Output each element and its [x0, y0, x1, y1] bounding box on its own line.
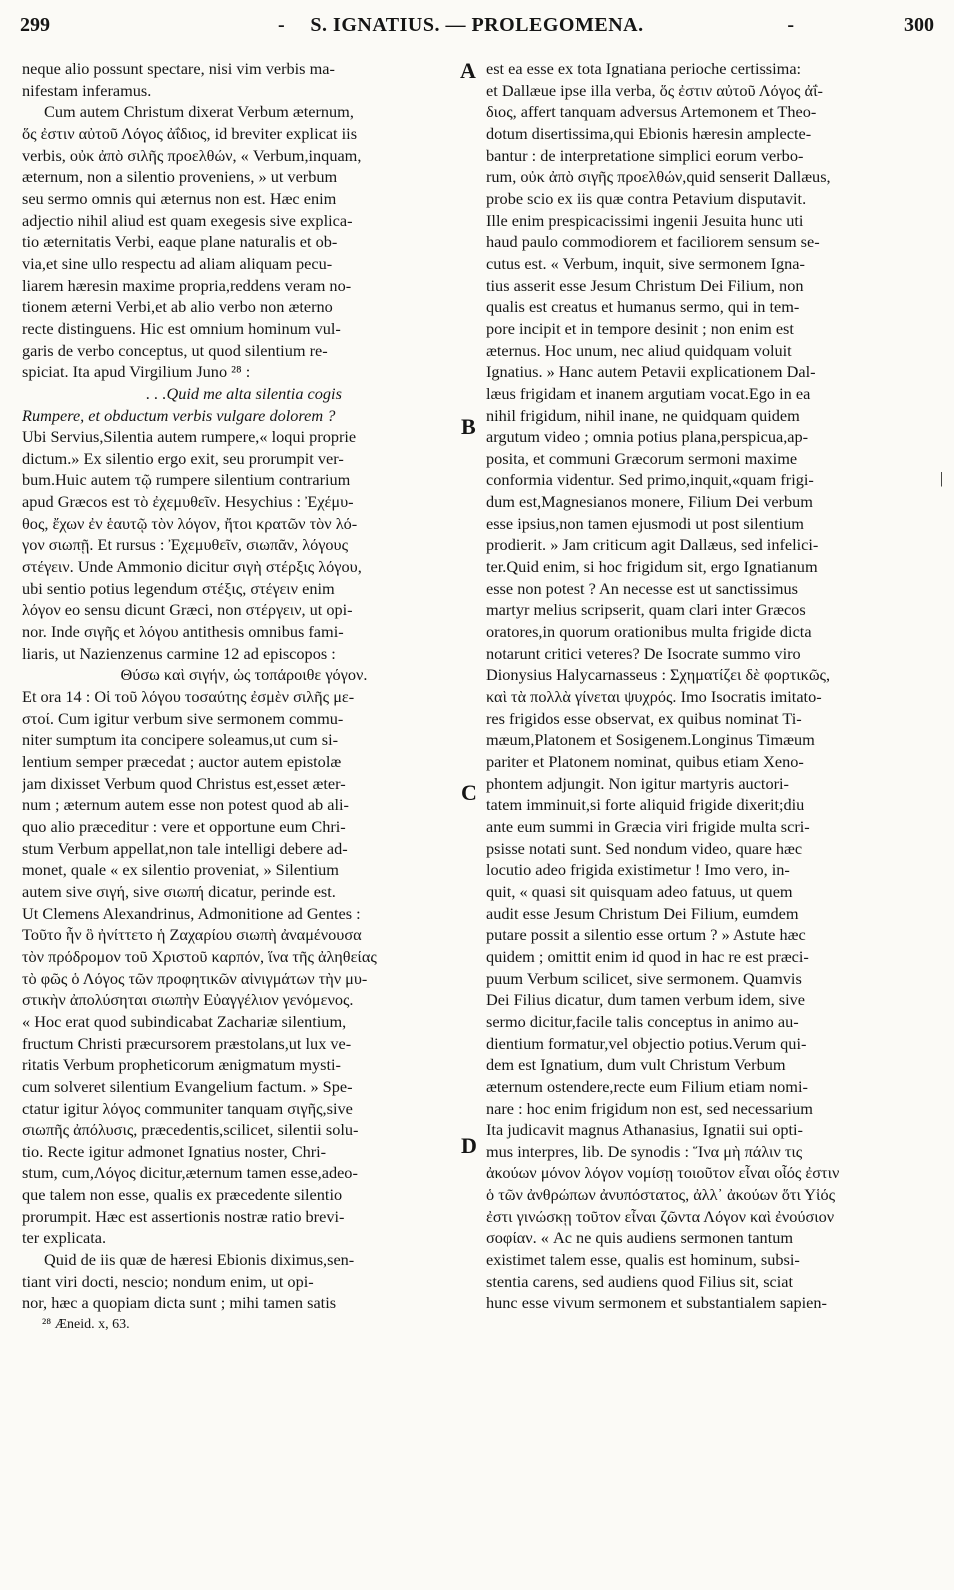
text-line: Et ora 14 : Οἱ τοῦ λόγου τοσαύτης ἐσμὲν σιλῆς με- [22, 687, 355, 707]
text-line: tionem æterni Verbi,et ab alio verbo non æterno [22, 297, 333, 317]
text-line: nifestam inferamus. [22, 80, 152, 100]
text-line: Ignatius. » Hanc autem Petavii explicationem Dal- [486, 362, 816, 382]
text-line: conformia videntur. Sed primo,inquit,«quam frigi- [486, 470, 814, 490]
text-line: posita, et communi Græcorum sermoni maxime [486, 448, 798, 468]
header-dash-left: - [278, 14, 285, 36]
text-line: putare possit a silentio esse ortum ? » Astute hæc [486, 925, 806, 945]
text-line: « Hoc erat quod subindicabat Zachariæ silentium, [22, 1011, 347, 1031]
text-line: bantur : de interpretatione simplici eorum verbo- [486, 145, 804, 165]
text-line: Rumpere, et obductum verbis vulgare dolorem ? [22, 405, 336, 425]
text-line: esse ipsius,non tamen ejusmodi ut post silentium [486, 513, 804, 533]
text-line: seu sermo omnis qui æternus non est. Hæc enim [22, 188, 337, 208]
text-line: existimet talem esse, qualis est hominum, subsi- [486, 1250, 800, 1270]
text-line: dotum disertissima,qui Ebionis hæresin amplecte- [486, 123, 812, 143]
text-line: ὁ τῶν ἀνθρώπων ἀνυπόστατος, ἀλλ᾽ ἀκούων ὅτι Υἱός [486, 1185, 836, 1205]
text-line: argutum video ; omnia potius plana,perspicua,ap- [486, 427, 809, 447]
text-line: Quid de iis quæ de hæresi Ebionis diximus,sen- [44, 1250, 355, 1270]
text-line: æternum, non a silentio proveniens, » ut verbum [22, 167, 338, 187]
text-line: stum, cum,Λόγος dicitur,æternum tamen esse,adeo- [22, 1163, 358, 1183]
text-line: spiciat. Ita apud Virgilium Juno ²⁸ : [22, 362, 251, 382]
text-line: Τοῦτο ἦν ὃ ἠνίττετο ἡ Ζαχαρίου σιωπὴ ἀναμένουσα [22, 925, 362, 945]
text-line: esse non potest ? An necesse est ut sanctissimus [486, 578, 799, 598]
text-line: nare : hoc enim frigidum non est, sed necessarium [486, 1098, 813, 1118]
text-line: pore incipit et in tempore desinit ; non enim est [486, 318, 794, 338]
text-line: quit, « quasi sit quisquam adeo fatuus, ut quem [486, 881, 793, 901]
text-line: et Dallæue ipse illa verba, ὅς ἐστιν αὐτοῦ Λόγος ἀΐ- [486, 80, 823, 100]
text-line: ctatur igitur λόγος communiter tanquam σιγῆς,sive [22, 1098, 353, 1118]
text-line: ter.Quid enim, si hoc frigidum sit, ergo Ignatianum [486, 557, 818, 577]
margin-letter-a: A [460, 58, 476, 83]
text-line: notarunt critici veteres? De Isocrate summo viro [486, 643, 801, 663]
text-line: Ille enim prespicacissimi ingenii Jesuita hunc uti [486, 210, 804, 230]
text-line: stum Verbum appellat,non tale intelligi debere ad- [22, 838, 348, 858]
text-line: σιωπῆς ἀπόλυσις, præcedentis,scilicet, silentii solu- [22, 1120, 359, 1140]
text-line: nor, hæc a quopiam dicta sunt ; mihi tamen satis [22, 1293, 337, 1313]
text-line: sermo dicitur,facile talis conceptus in animo au- [486, 1011, 799, 1031]
text-line: dem est Ignatium, dum vult Christum Verbum [486, 1055, 786, 1075]
text-line: prorumpit. Hæc est assertionis nostræ ratio brevi- [22, 1206, 345, 1226]
text-line: via,et sine ullo respectu ad aliam aliquam pecu- [22, 253, 333, 273]
text-line: tio. Recte igitur admonet Ignatius noster, Chri- [22, 1141, 327, 1161]
text-line: liarem hæresin maxime propria,reddens veram no- [22, 275, 352, 295]
text-line: quidem ; omittit enim id quod in hac re est præci- [486, 946, 809, 966]
text-line: nor. Inde σιγῆς et λόγου antithesis omnibus fami- [22, 622, 344, 642]
text-line: probe scio ex iis quæ contra Petavium disputavit. [486, 188, 807, 208]
text-line: haud paulo commodiorem et faciliorem sensum se- [486, 232, 820, 252]
text-line: ante eum summi in Græcia viri frigide multa scri- [486, 816, 810, 836]
text-line: Dionysius Halycarnasseus : Σχηματίζει δὲ φορτικῶς, [486, 665, 831, 685]
text-line: ἀκούων μόνον λόγον νομίσῃ τοιοῦτον εἶναι οἷός ἐστιν [486, 1163, 840, 1183]
text-line: hunc esse vivum sermonem et substantialem sapien- [486, 1293, 827, 1313]
text-line: στοί. Cum igitur verbum sive sermonem commu- [22, 708, 344, 728]
text-line: ter explicata. [22, 1228, 107, 1248]
text-line: num ; æternum autem esse non potest quod ab ali- [22, 795, 349, 815]
text-line: qualis est creatus et humanus sermo, qui in tem- [486, 297, 800, 317]
text-line: nihil frigidum, nihil inane, ne quidquam quidem [486, 405, 800, 425]
text-line: dientium formatur,vel objectio potius.Verum qui- [486, 1033, 807, 1053]
text-line: que talem non esse, qualis ex præcedente silentio [22, 1185, 343, 1205]
text-line: Ut Clemens Alexandrinus, Admonitione ad Gentes : [22, 903, 361, 923]
text-line: ἐστι γινώσκῃ τοῦτον εἶναι ζῶντα Λόγον καὶ ἐνούσιον [486, 1206, 835, 1226]
text-line: jam dixisset Verbum quod Christus est,esset æter- [22, 773, 346, 793]
text-line: στέγειν. Unde Ammonio dicitur σιγὴ στέρξις λόγου, [22, 557, 362, 577]
text-line: tatem imminuit,si forte aliquid frigide dixerit;diu [486, 795, 805, 815]
text-line: διος, affert tanquam adversus Artemonem et Theo- [486, 102, 817, 122]
margin-letter-b: B [461, 414, 476, 439]
text-line: Dei Filius dicatur, dum tamen verbum idem, sive [486, 990, 806, 1010]
text-line: oratores,in quorum orationibus multa frigide dicta [486, 622, 812, 642]
text-line: garis de verbo conceptus, ut quod silentium re- [22, 340, 328, 360]
margin-letter-c: C [461, 780, 477, 805]
text-line: Cum autem Christum dixerat Verbum æternum, [44, 102, 354, 122]
text-line: phontem adjungit. Non igitur martyris auctori- [486, 773, 789, 793]
text-line: læus frigidam et inanem argutiam vocat.Ego in ea [486, 383, 811, 403]
text-line: pariter et Platonem nominat, quibus etiam Xeno- [486, 752, 804, 771]
text-line: verbis, οὐκ ἀπὸ σιλῆς προελθών, « Verbum,inquam, [22, 145, 362, 165]
text-line: martyr melius scripserit, quam clari inter Græcos [486, 600, 806, 620]
text-line: æternus. Hoc unum, nec aliud quidquam voluit [486, 340, 792, 360]
text-line: tiant viri docti, nescio; nondum enim, ut opi- [22, 1271, 314, 1291]
text-line: cutus est. « Verbum, inquit, sive sermonem Igna- [486, 253, 805, 273]
text-line: lentium semper præcedat ; auctor autem epistolæ [22, 752, 342, 771]
text-line: monet, quale « ex silentio proveniat, » Silentium [22, 860, 339, 880]
text-line: ὅς ἐστιν αὐτοῦ Λόγος ἀΐδιος, id breviter explicat iis [22, 123, 358, 143]
edge-mark: | [940, 470, 944, 487]
text-line: mæum,Platonem et Sosigenem.Longinus Timæum [486, 730, 815, 750]
text-line: prodierit. » Jam criticum agit Dallæus, sed infelici- [486, 535, 819, 555]
text-line: λόγον eo sensu dicunt Græci, non στέργειν, ut opi- [22, 600, 353, 620]
text-line: rum, οὐκ ἀπὸ σιγῆς προελθών,quid senserit Dallæus, [486, 167, 831, 187]
text-line: tio æternitatis Verbi, eaque plane naturalis et ob- [22, 232, 338, 252]
header-dash-right: - [787, 14, 794, 36]
text-line: σοφίαν. « Ac ne quis audiens sermonen tantum [486, 1228, 794, 1248]
text-line: recte distinguens. Hic est omnium hominum vul- [22, 318, 341, 338]
text-line: psisse notati sunt. Sed nondum video, quare hæc [486, 838, 803, 858]
text-line: neque alio possunt spectare, nisi vim verbis ma- [22, 59, 335, 78]
running-header [20, 14, 934, 44]
text-line: stentia carens, sed audiens quod Filius sit, sciat [486, 1271, 794, 1291]
text-line: . . .Quid me alta silentia cogis [146, 383, 342, 403]
header-title: S. IGNATIUS. — PROLEGOMENA. [310, 14, 644, 36]
text-line: apud Græcos est τὸ ἐχεμυθεῖν. Hesychius : Ἐχέμυ- [22, 492, 354, 512]
margin-letter-d: D [461, 1133, 477, 1158]
text-line: est ea esse ex tota Ignatiana perioche certissima: [486, 59, 802, 78]
left-column [22, 58, 466, 1336]
text-line: mus interpres, lib. De synodis : Ἵνα μὴ πάλιν τις [486, 1141, 803, 1161]
text-line: fructum Christi præcursorem præstolans,ut lux ve- [22, 1033, 352, 1053]
text-line: Ita judicavit magnus Athanasius, Ignatii sui opti- [486, 1120, 803, 1140]
text-line: puum Verbum scilicet, sive sermonem. Quamvis [486, 968, 802, 988]
text-line: καὶ τὰ πολλὰ γίνεται ψυχρός. Imo Isocratis imitato- [486, 687, 822, 707]
text-line: γον σιωπῇ. Et rursus : Ἐχεμυθεῖν, σιωπᾶν, λόγους [22, 535, 349, 555]
right-column [486, 58, 930, 1314]
text-line: dum est,Magnesianos monere, Filium Dei verbum [486, 492, 813, 512]
text-line: æternum ostendere,recte eum Filium etiam nomi- [486, 1076, 808, 1096]
text-line: dictum.» Ex silentio ergo exit, seu prorumpit ver- [22, 448, 344, 468]
text-line: autem sive σιγή, sive σιωπή dicatur, perinde est. [22, 881, 336, 901]
text-line: bum.Huic autem τῷ rumpere silentium contrarium [22, 470, 351, 490]
text-line: ubi sentio potius legendum στέξις, στέγειν enim [22, 578, 335, 598]
text-line: θος, ἔχων ἐν ἑαυτῷ τὸν λόγον, ἤτοι κρατῶν τὸν λό- [22, 513, 358, 533]
text-line: στικὴν ἀπολύσηται σιωπὴν Εὐαγγέλιον γενόμενος. [22, 990, 354, 1010]
text-line: locutio adeo frigida existimetur ! Imo vero, in- [486, 860, 790, 880]
text-line: cum solveret silentium Evangelium factum. » Spe- [22, 1076, 353, 1096]
text-line: Ubi Servius,Silentia autem rumpere,« loqui proprie [22, 427, 357, 447]
text-line: τὸ φῶς ὁ Λόγος τῶν προφητικῶν αἰνιγμάτων τὴν μυ- [22, 968, 368, 988]
text-line: tius asserit esse Jesum Christum Dei Filium, non [486, 275, 804, 295]
text-line: adjectio nihil aliud est quam exegesis sive explica- [22, 210, 353, 230]
text-line: Θύσω καὶ σιγήν, ὡς τοπάροιθε γόγον. [120, 665, 368, 685]
page-number-left: 299 [20, 14, 50, 36]
text-line: quo alio præceditur : vere et opportune eum Chri- [22, 816, 346, 836]
page-number-right: 300 [904, 14, 934, 36]
text-line: audit esse Jesum Christum Dei Filium, eumdem [486, 903, 799, 923]
text-line: ²⁸ Æneid. x, 63. [42, 1317, 130, 1333]
text-line: liaris, ut Nazienzenus carmine 12 ad episcopos : [22, 643, 336, 663]
text-line: τὸν πρόδρομον τοῦ Χριστοῦ καρπόν, ἵνα τῆς ἀληθείας [22, 946, 377, 966]
text-line: res frigidos esse observat, ex quibus nominat Ti- [486, 708, 802, 728]
text-line: niter sumptum ita concipere soleamus,ut cum si- [22, 730, 339, 750]
text-line: ritatis Verbum propheticorum ænigmatum mysti- [22, 1055, 341, 1075]
